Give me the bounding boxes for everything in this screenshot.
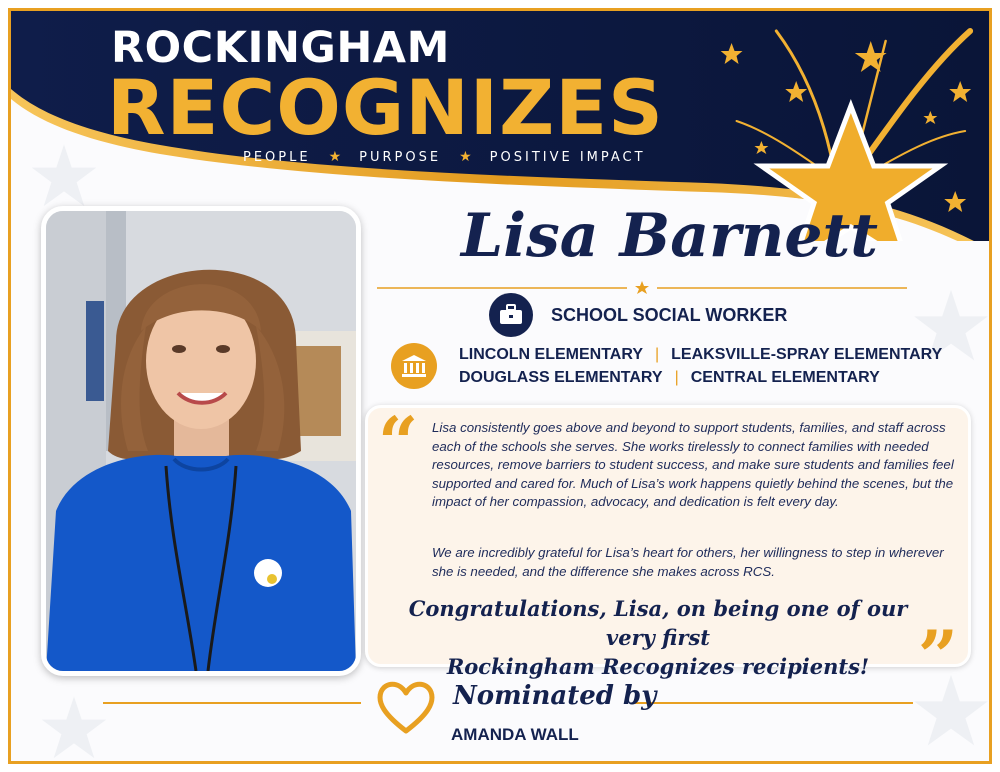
- honoree-photo: [41, 206, 361, 676]
- school-building-icon: [391, 343, 437, 389]
- congrats-line-1: Congratulations, Lisa, on being one of our very first: [408, 596, 908, 650]
- schools-row: [391, 343, 942, 389]
- honoree-name: Lisa Barnett: [461, 201, 878, 271]
- title-recognizes: RECOGNIZES: [107, 63, 664, 152]
- tagline-purpose: PURPOSE: [359, 149, 442, 165]
- school-list: [459, 343, 942, 389]
- close-quote-icon: ”: [917, 615, 958, 698]
- school-line-1: [459, 343, 942, 366]
- quote-paragraph-1: Lisa consistently goes above and beyond to support students, families, and staff across each of the schools she serves. She works tirelessly to connect families with needed resources, remove barriers to student success, and make sure students and families feel supported and cared for. Much of Lisa’s work happens quietly behind the scenes, but the impact of her compassion, advocacy, and dedication is felt every day.: [432, 420, 954, 509]
- title-rockingham: ROCKINGHAM: [111, 23, 450, 73]
- school-leaksville-spray: LEAKSVILLE-SPRAY ELEMENTARY: [671, 346, 943, 363]
- nomination-divider-right: [635, 702, 913, 704]
- school-douglass: DOUGLASS ELEMENTARY: [459, 369, 663, 386]
- portrait-illustration: [46, 211, 356, 671]
- tagline-positive-impact: POSITIVE IMPACT: [489, 149, 646, 165]
- nominator-name: AMANDA WALL: [451, 725, 579, 744]
- briefcase-icon: [489, 293, 533, 337]
- role-title: SCHOOL SOCIAL WORKER: [551, 304, 788, 325]
- heart-icon: [375, 679, 437, 735]
- star-separator-icon: ★: [328, 149, 342, 165]
- nominated-by-label: Nominated by: [453, 681, 657, 711]
- open-quote-icon: “: [378, 401, 419, 484]
- tagline: [243, 149, 646, 165]
- congratulations-message: [398, 594, 918, 681]
- background-star-icon: [39, 693, 109, 763]
- congrats-line-2: Rockingham Recognizes recipients!: [446, 654, 870, 679]
- quote-paragraph-2: We are incredibly grateful for Lisa’s heart for others, her willingness to step in wherever she is needed, and the difference she makes across RCS.: [432, 545, 944, 579]
- star-separator-icon: ★: [459, 149, 472, 165]
- tagline-people: PEOPLE: [243, 149, 311, 165]
- school-separator: |: [655, 346, 660, 363]
- nomination-divider-left: [103, 702, 361, 704]
- certificate-frame: [8, 8, 992, 764]
- school-central: CENTRAL ELEMENTARY: [690, 369, 880, 386]
- school-line-2: [459, 366, 942, 389]
- role-row: [489, 293, 787, 337]
- school-separator: |: [674, 369, 679, 386]
- school-lincoln: LINCOLN ELEMENTARY: [459, 346, 643, 363]
